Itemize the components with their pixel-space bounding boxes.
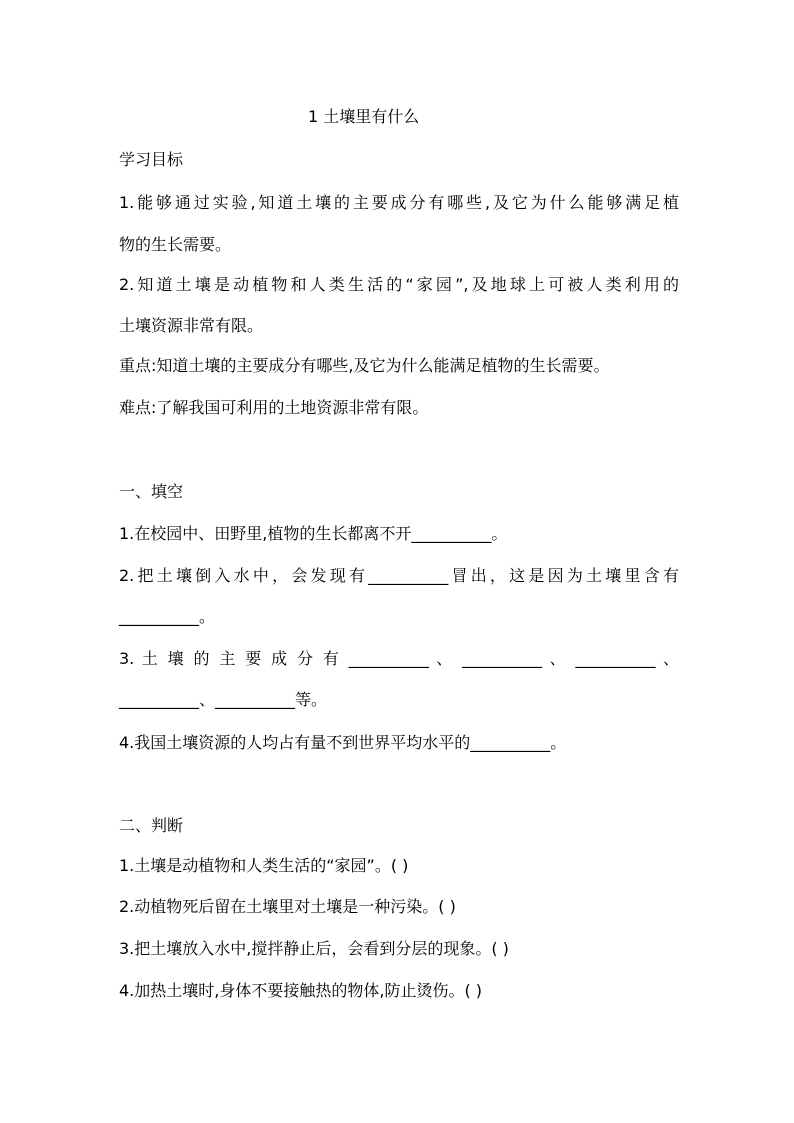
objective-2-line-1: 2.知道土壤是动植物和人类生活的“家园”,及地球上可被人类利用的	[119, 275, 679, 294]
true-false-heading: 二、判断	[119, 816, 184, 835]
true-false-question-3: 3.把土壤放入水中,搅拌静止后，会看到分层的现象。( )	[119, 939, 509, 958]
fill-blank-question-4: 4.我国土壤资源的人均占有量不到世界平均水平的__________。	[119, 733, 567, 752]
fill-blank-question-2-line-1: 2.把土壤倒入水中，会发现有__________冒出，这是因为土壤里含有	[119, 566, 679, 585]
fill-blank-question-3-line-1: 3. 土 壤 的 主 要 成 分 有 __________ 、 __________ 、 __________ 、	[119, 649, 679, 668]
fill-blank-question-2-line-2: __________。	[119, 607, 216, 626]
objective-1-line-1: 1.能够通过实验,知道土壤的主要成分有哪些,及它为什么能够满足植	[119, 193, 679, 212]
fill-blank-question-1: 1.在校园中、田野里,植物的生长都离不开__________。	[119, 524, 508, 543]
true-false-question-4: 4.加热土壤时,身体不要接触热的物体,防止烫伤。( )	[119, 981, 483, 1000]
objective-1-line-2: 物的生长需要。	[119, 235, 232, 254]
true-false-question-1: 1.土壤是动植物和人类生活的“家园”。( )	[119, 856, 409, 875]
true-false-question-2: 2.动植物死后留在土壤里对土壤是一种污染。( )	[119, 897, 456, 916]
fill-blank-question-3-line-2: __________、__________等。	[119, 690, 328, 709]
difficulty-point: 难点:了解我国可利用的土地资源非常有限。	[119, 398, 429, 417]
key-point: 重点:知道土壤的主要成分有哪些,及它为什么能满足植物的生长需要。	[119, 356, 610, 375]
objectives-heading: 学习目标	[119, 150, 184, 169]
page-title: 1 土壤里有什么	[308, 107, 420, 126]
objective-2-line-2: 土壤资源非常有限。	[119, 316, 264, 335]
fill-blanks-heading: 一、填空	[119, 482, 184, 501]
